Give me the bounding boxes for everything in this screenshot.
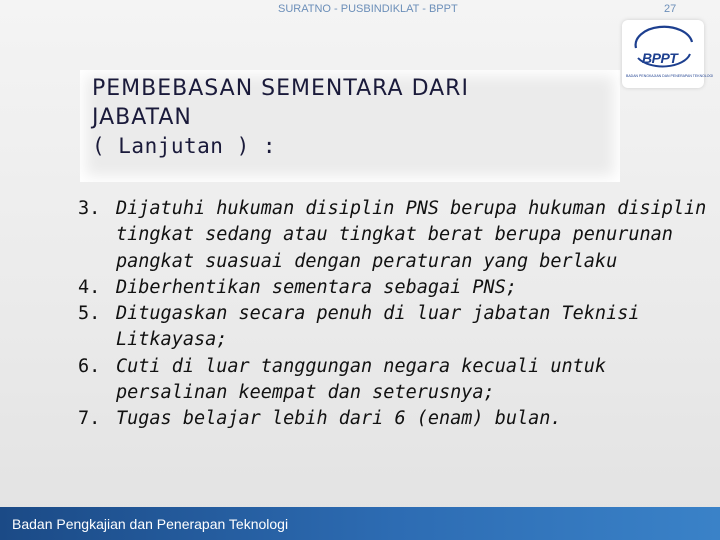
list-item <box>78 275 708 301</box>
list-item <box>78 196 708 275</box>
logo-subtext: BADAN PENGKAJIAN DAN PENERAPAN TEKNOLOGI <box>626 74 714 78</box>
item-number: 6. <box>78 355 101 377</box>
item-text: Ditugaskan secara penuh di luar jabatan Teknisi Litkayasa; <box>116 303 640 351</box>
item-text: Dijatuhi hukuman disiplin PNS berupa hukuman disiplin tingkat sedang atau tingkat berat berupa penurunan pangkat suasuai dengan peraturan yang berlaku <box>116 198 707 272</box>
list-item <box>78 406 708 432</box>
item-number: 5. <box>78 303 101 325</box>
item-text: Cuti di luar tanggungan negara kecuali untuk persalinan keempat dan seterusnya; <box>116 355 607 404</box>
title-line-3: ( Lanjutan ) : <box>92 134 277 158</box>
page-number: 27 <box>664 3 677 15</box>
footer-org-name: Badan Pengkajian dan Penerapan Teknologi <box>12 516 289 532</box>
bppt-logo <box>622 20 714 88</box>
item-list <box>78 196 708 433</box>
footer-author: SURATNO - PUSBINDIKLAT - BPPT <box>278 3 458 15</box>
item-text: Tugas belajar lebih dari 6 (enam) bulan. <box>116 408 562 430</box>
slide-title <box>92 74 612 161</box>
list-item <box>78 354 708 407</box>
item-text: Diberhentikan sementara sebagai PNS; <box>116 276 517 298</box>
item-number: 4. <box>78 276 101 298</box>
list-item <box>78 301 708 354</box>
item-number: 3. <box>78 198 101 219</box>
title-line-2: JABATAN <box>92 105 192 130</box>
title-line-1: PEMBEBASAN SEMENTARA DARI <box>92 76 469 101</box>
footer-bar <box>0 507 720 540</box>
logo-text: BPPT <box>642 50 678 66</box>
item-number: 7. <box>78 408 101 430</box>
